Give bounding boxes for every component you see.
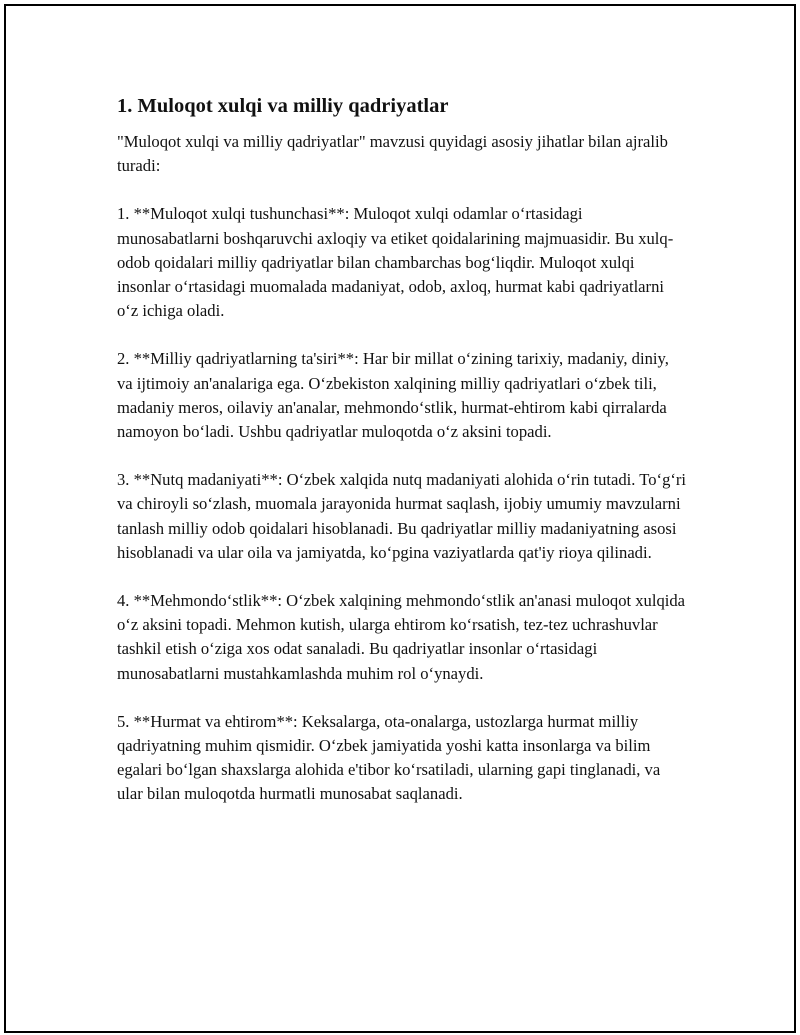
paragraph-national-values-influence: 2. **Milliy qadriyatlarning ta'siri**: Har bir millat o‘zining tarixiy, madaniy, diniy, va ijtimoiy an'analariga ega. O‘zbekiston xalqining milliy qadriyatlari o‘zbek tili, madaniy meros, oilaviy an'analar, mehmondo‘stlik, hurmat-ehtirom kabi qirralarda namoyon bo‘ladi. Ushbu qadriyatlar muloqotda o‘z aksini topadi.: [117, 349, 669, 442]
paragraph-respect: 5. **Hurmat va ehtirom**: Keksalarga, ota-onalarga, ustozlarga hurmat milliy qadriyatning muhim qismidir. O‘zbek jamiyatida yoshi katta insonlarga va bilim egalari bo‘lgan shaxslarga alohida e'tibor ko‘rsatiladi, ularning gapi tinglanadi, va ular bilan muloqotda hurmatli munosabat saqlanadi.: [117, 711, 661, 804]
document-title: 1. Muloqot xulqi va milliy qadriyatlar: [117, 95, 449, 117]
paragraph-speech-culture: 3. **Nutq madaniyati**: O‘zbek xalqida nutq madaniyati alohida o‘rin tutadi. To‘g‘ri va chiroyli so‘zlash, muomala jarayonida hurmat saqlash, ijobiy umumiy mavzularni tanlash milliy odob qoidalari hisoblanadi. Bu qadriyatlar milliy madaniyatning asosi hisoblanadi va ular oila va jamiyatda, ko‘pgina vaziyatlarda qat'iy rioya qilinadi.: [117, 470, 687, 562]
paragraph-hospitality: 4. **Mehmondo‘stlik**: O‘zbek xalqining mehmondo‘stlik an'anasi muloqot xulqida o‘z aksini topadi. Mehmon kutish, ularga ehtirom ko‘rsatish, tez-tez uchrashuvlar tashkil etish o‘ziga xos odat sanaladi. Bu qadriyatlar insonlar o‘rtasidagi munosabatlarni mustahkamlashda muhim rol o‘ynaydi.: [117, 591, 686, 683]
intro-paragraph: "Muloqot xulqi va milliy qadriyatlar" mavzusi quyidagi asosiy jihatlar bilan ajralib turadi:: [117, 132, 668, 176]
document-body: [117, 92, 687, 831]
paragraph-communication-behavior: 1. **Muloqot xulqi tushunchasi**: Muloqot xulqi odamlar o‘rtasidagi munosabatlarni boshqaruvchi axloqiy va etiket qoidalarining majmuasidir. Bu xulq-odob qoidalari milliy qadriyatlar bilan chambarchas bog‘liqdir. Muloqot xulqi insonlar o‘rtasidagi muomalada madaniyat, odob, axloq, hurmat kabi qadriyatlarni o‘z ichiga oladi.: [117, 204, 674, 321]
